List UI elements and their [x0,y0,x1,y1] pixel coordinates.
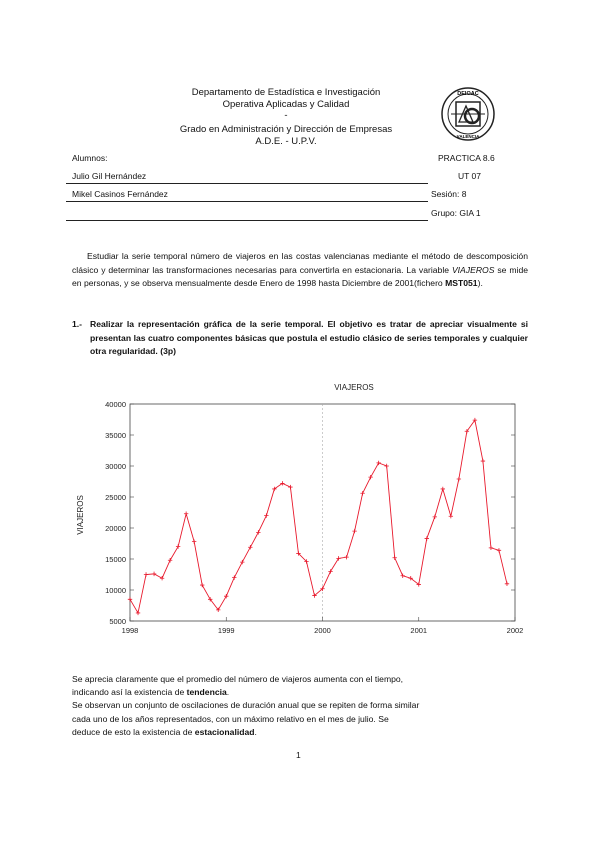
intro-paragraph: Estudiar la serie temporal número de viajeros en las costas valencianas mediante el método de descomposición clásico y determinar las transformaciones necesarias para convertirla en estacionaria. La variable VIAJEROS se mide en personas, y se observa mensualmente desde Enero de 1998 hasta Diciembre de 2001(fichero MST051). [72,251,528,289]
data-point [328,569,332,573]
data-point [336,556,340,560]
data-point [128,597,132,601]
x-tick-label: 2002 [506,626,524,635]
logo-bottom-text: VALENCIA [456,134,480,139]
session-number: Sesión: 8 [431,189,467,199]
data-point [401,574,405,578]
practice-number: PRACTICA 8.6 [438,153,495,163]
data-point [184,512,188,516]
data-point [176,544,180,548]
y-tick-label: 35000 [105,431,126,440]
y-tick-label: 15000 [105,555,126,564]
divider [66,201,428,202]
data-point [392,556,396,560]
data-point [457,477,461,481]
comment-line-1: Se aprecia claramente que el promedio del número de viajeros aumenta con el tiempo, [72,674,404,684]
data-point [248,545,252,549]
data-point [200,583,204,587]
y-tick-label: 5000 [109,617,126,626]
data-point [288,485,292,489]
department-line-1: Departamento de Estadística e Investigación [191,87,381,98]
students-label: Alumnos: [72,153,108,163]
data-point [232,575,236,579]
department-dash: - [284,110,288,121]
data-point [264,513,268,517]
unit-number: UT 07 [458,171,481,181]
comment-line-4: cada uno de los años representados, con un máximo relativo en el mes de julio. Se [72,714,389,724]
question-points: 3p [163,346,174,357]
data-point [505,582,509,586]
data-point [449,514,453,518]
degree-name: Grado en Administración y Dirección de Empresas [179,124,393,135]
data-point [497,548,501,552]
data-point [192,539,196,543]
data-point [489,546,493,550]
data-point [136,611,140,615]
comment-line-2: indicando así la existencia de tendencia. [72,687,230,697]
data-point [224,594,228,598]
data-point [384,464,388,468]
data-point [256,530,260,534]
data-point [344,555,348,559]
file-name: MST051 [445,278,478,289]
data-point [433,515,437,519]
data-point [441,487,445,491]
school-name: A.D.E. - U.P.V. [255,136,317,147]
question-text: Realizar la representación gráfica de la serie temporal. El objetivo es tratar de apreciar visualmente si presentan las cuatro componentes básicas que postula el estudio clásico de series temporales y cualquier otra regularidad. (3p) [90,319,528,357]
viajeros-chart [70,378,530,640]
data-point [152,572,156,576]
student-name-1: Julio Gil Hernández [72,171,147,181]
data-point [144,572,148,576]
data-point [160,576,164,580]
group-name: Grupo: GIA 1 [431,208,481,218]
data-point [425,536,429,540]
y-tick-label: 20000 [105,524,126,533]
logo-top-text: DEIOAC [457,91,479,97]
data-point [352,529,356,533]
divider [66,220,428,221]
y-tick-label: 10000 [105,586,126,595]
seasonality-keyword: estacionalidad [194,727,255,737]
x-tick-label: 2000 [314,626,331,635]
question-number: 1.- [72,319,83,329]
divider [66,183,428,184]
data-point [168,558,172,562]
y-tick-label: 30000 [105,462,126,471]
trend-keyword: tendencia [186,687,227,697]
data-point [376,461,380,465]
student-name-2: Mikel Casinos Fernández [72,189,168,199]
chart-y-axis-label: VIAJEROS [76,495,85,535]
x-tick-label: 2001 [410,626,428,635]
university-logo [440,86,496,142]
comment-line-5: deduce de esto la existencia de estacionalidad. [72,727,257,737]
y-tick-label: 25000 [105,493,126,502]
data-point [368,475,372,479]
department-line-2: Operativa Aplicadas y Calidad [222,99,350,110]
chart-title: VIAJEROS [334,383,374,392]
page-number: 1 [296,750,301,760]
data-point [360,491,364,495]
variable-name: VIAJEROS [451,264,495,275]
x-tick-label: 1999 [217,626,235,635]
data-point [481,459,485,463]
data-point [240,560,244,564]
y-tick-label: 40000 [105,400,126,409]
x-tick-label: 1998 [121,626,139,635]
comment-line-3: Se observan un conjunto de oscilaciones de duración anual que se repiten de forma similar [72,700,420,710]
